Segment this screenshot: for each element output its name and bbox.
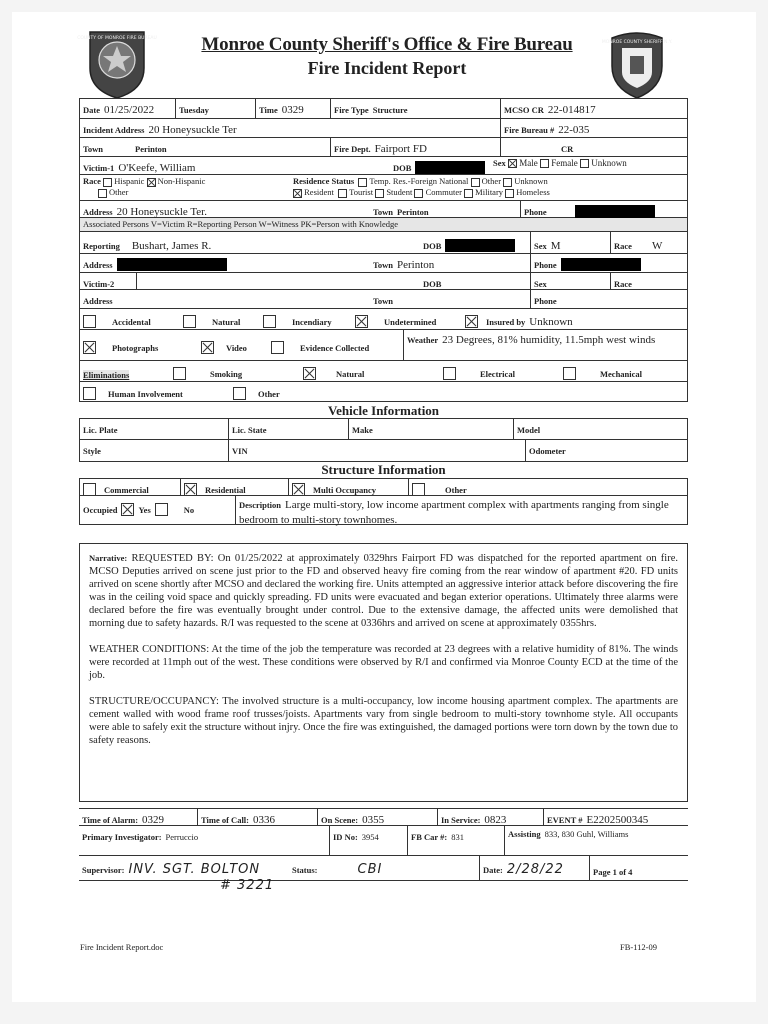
time-of-alarm: 0329: [142, 814, 165, 826]
commercial-checkbox[interactable]: [83, 483, 96, 496]
vehicle-row-2: Style VIN Odometer: [80, 440, 687, 461]
investigator-id: 3954: [361, 832, 379, 842]
narrative-box: [79, 543, 688, 802]
incident-town: Perinton: [135, 144, 167, 154]
structure-row-2: Occupied Yes No Description Large multi-story, low income apartment complex with apartments ranging from single bedroom to multi-story townhomes.: [80, 496, 687, 524]
vehicle-row-1: Lic. Plate Lic. State Make Model: [80, 419, 687, 440]
structure-section-title: Structure Information: [321, 462, 446, 477]
eliminations-row: Eliminations Smoking Natural Electrical Mechanical: [80, 361, 687, 382]
incident-time: 0329: [281, 104, 304, 116]
vehicle-section-title: Vehicle Information: [327, 403, 440, 418]
video-checkbox[interactable]: [201, 341, 214, 354]
left-seal-text: COUNTY OF MONROE FIRE BUREAU: [77, 36, 157, 41]
footer-filename: Fire Incident Report.doc: [80, 942, 164, 952]
elim-human-checkbox[interactable]: [83, 387, 96, 400]
accidental-checkbox[interactable]: [83, 315, 96, 328]
victim1-sex-female-checkbox[interactable]: [540, 159, 549, 168]
res-resident-checkbox[interactable]: [293, 189, 302, 198]
res-unknown-checkbox[interactable]: [503, 178, 512, 187]
reporting-name: Bushart, James R.: [131, 240, 212, 252]
assisting-units: 833, 830 Guhl, Williams: [544, 829, 629, 839]
incident-form: [79, 98, 688, 402]
elim-mechanical-checkbox[interactable]: [563, 367, 576, 380]
narrative-paragraph-2: WEATHER CONDITIONS: At the time of the job the temperature was recorded at 23 degrees with a relative humidity of 81%. The winds were recorded at 11mph out of the west. These conditions were observed by R/I and confirmed via Monroe County ECD at the time of the job.: [89, 644, 678, 681]
res-tourist-checkbox[interactable]: [338, 189, 347, 198]
residential-checkbox[interactable]: [184, 483, 197, 496]
reporting-sex: M: [550, 240, 561, 252]
reporting-race: W: [651, 240, 663, 252]
fire-bureau-seal-icon: [77, 28, 157, 100]
times-row-3: Supervisor: INV. SGT. BOLTON Status: CBI Date: 2/28/22 Page 1 of 4: [79, 856, 688, 880]
elim-smoking-checkbox[interactable]: [173, 367, 186, 380]
victim1-town: Perinton: [397, 207, 429, 217]
victim2-row-name: Victim-2 DOB Sex Race: [80, 273, 687, 290]
structure-other-checkbox[interactable]: [412, 483, 425, 496]
elim-electrical-checkbox[interactable]: [443, 367, 456, 380]
cr-label: CR: [561, 144, 574, 154]
right-seal-text: MONROE COUNTY SHERIFF N.Y.: [601, 40, 673, 45]
fire-type: Structure: [372, 105, 408, 115]
eliminations-label: Eliminations: [83, 370, 130, 380]
reporting-dob-redaction: [445, 239, 515, 252]
status-value: CBI: [357, 862, 383, 877]
fire-dept: Fairport FD: [374, 143, 427, 155]
agency-title: Monroe County Sheriff's Office & Fire Bureau: [201, 34, 573, 55]
res-temp-checkbox[interactable]: [358, 178, 367, 187]
incendiary-checkbox[interactable]: [263, 315, 276, 328]
elim-other-checkbox[interactable]: [233, 387, 246, 400]
insured-checkbox[interactable]: [465, 315, 478, 328]
victim1-sex-unknown-checkbox[interactable]: [580, 159, 589, 168]
multi-occupancy-checkbox[interactable]: [292, 483, 305, 496]
fire-bureau-number: 22-035: [558, 124, 590, 136]
reporting-row-name: Reporting Bushart, James R. DOB Sex M Race W: [80, 232, 687, 254]
race-other-checkbox[interactable]: [98, 189, 107, 198]
sheriff-seal-icon: [601, 28, 673, 100]
times-row-1: Time of Alarm: 0329 Time of Call: 0336 On Scene: 0355 In Service: 0823 EVENT # E2202500345: [79, 809, 688, 826]
res-homeless-checkbox[interactable]: [505, 189, 514, 198]
report-page: [12, 12, 756, 1002]
evidence-collected-checkbox[interactable]: [271, 341, 284, 354]
times-row-2: Primary Investigator: Perruccio ID No: 3954 FB Car #: 831 Assisting 833, 830 Guhl, Williams: [79, 826, 688, 856]
times-form: [79, 808, 688, 881]
res-commuter-checkbox[interactable]: [414, 189, 423, 198]
signature-date: 2/28/22: [506, 862, 564, 877]
reporting-address-redaction: [117, 258, 227, 271]
res-other-checkbox[interactable]: [471, 178, 480, 187]
mcso-cr-number: 22-014817: [547, 104, 596, 116]
victim1-address: 20 Honeysuckle Ter.: [116, 206, 207, 218]
victim1-dob-redaction: [415, 161, 485, 174]
reporting-row-address: Address Town Perinton Phone: [80, 254, 687, 273]
incident-date: 01/25/2022: [104, 104, 155, 116]
supervisor-badge-number: # 3221: [220, 878, 275, 893]
structure-description: Large multi-story, low income apartment complex with apartments ranging from single bedroom to multi-story townhomes.: [239, 499, 669, 526]
race-hispanic-checkbox[interactable]: [103, 178, 112, 187]
natural-cause-checkbox[interactable]: [183, 315, 196, 328]
in-service-time: 0823: [484, 814, 507, 826]
insured-by: Unknown: [529, 316, 573, 328]
victim1-row-name: Victim-1 O'Keefe, William DOB Sex Male Female Unknown: [80, 157, 687, 175]
cause-row: Accidental Natural Incendiary Undetermined Insured by Unknown: [80, 309, 687, 330]
race-nonhispanic-checkbox[interactable]: [147, 178, 156, 187]
incident-row-address: Incident Address 20 Honeysuckle Ter Fire Bureau # 22-035: [80, 119, 687, 138]
event-number: E2202500345: [586, 814, 649, 826]
on-scene-time: 0355: [362, 814, 385, 826]
victim1-phone-redaction: [575, 205, 655, 218]
footer-form-number: FB-112-09: [620, 942, 657, 952]
photographs-checkbox[interactable]: [83, 341, 96, 354]
eliminations-row-2: Human Involvement Other: [80, 382, 687, 401]
reporting-town: Perinton: [397, 259, 435, 271]
victim1-row-address: Address 20 Honeysuckle Ter. Town Perinton Phone: [80, 201, 687, 218]
structure-row-1: Commercial Residential Multi Occupancy Other: [80, 479, 687, 496]
fb-car-number: 831: [451, 832, 464, 842]
evidence-row: Photographs Video Evidence Collected Weather 23 Degrees, 81% humidity, 11.5mph west winds: [80, 330, 687, 361]
page-number: Page 1 of 4: [593, 867, 633, 877]
undetermined-checkbox[interactable]: [355, 315, 368, 328]
structure-form: [79, 478, 688, 525]
vehicle-form: [79, 418, 688, 462]
elim-natural-checkbox[interactable]: [303, 367, 316, 380]
incident-row-date: Date 01/25/2022 Tuesday Time 0329 Fire Type Structure MCSO CR 22-014817: [80, 99, 687, 119]
reporting-phone-redaction: [561, 258, 641, 271]
time-of-call: 0336: [253, 814, 276, 826]
associated-legend-row: [80, 218, 687, 232]
associated-legend: Associated Persons V=Victim R=Reporting Person W=Witness PK=Person with Knowledge: [83, 219, 399, 229]
occupied-no-checkbox[interactable]: [155, 503, 168, 516]
victim1-row-race: Race Hispanic Non-Hispanic Other Residence Status Temp. Res.-Foreign National Other Unknown Resident Tourist Student Commuter Military Homeless: [80, 175, 687, 201]
primary-investigator: Perruccio: [165, 832, 199, 842]
incident-day: Tuesday: [179, 105, 209, 115]
weather-summary: 23 Degrees, 81% humidity, 11.5mph west winds: [442, 334, 656, 346]
victim1-sex-male-checkbox[interactable]: [508, 159, 517, 168]
narrative-paragraph-1: Narrative: REQUESTED BY: On 01/25/2022 at approximately 0329hrs Fairport FD was dispatched for the reported apartment on fire. MCSO Deputies arrived on scene just prior to the FD and observed heavy fire coming from the rear window of apartment #20. FD units arrived on scene shortly after MCSO and declared the working fire. Units attempted an aggressive interior attack before discovering the fire was in the ceiling void space and quickly spreading. FD units were evacuated and began exterior operations. Ultimately three alarms were declared before the fire was eventually brought under control. Due to the extensive damage, the affected units were demolished that morning due to safety hazards. R/I was requested to the scene at 0336hrs and arrived on scene at approximately 0355hrs.: [89, 553, 678, 629]
res-student-checkbox[interactable]: [375, 189, 384, 198]
narrative-paragraph-3: STRUCTURE/OCCUPANCY: The involved structure is a multi-occupancy, low income housing apartment complex. The apartments are cement walled with wood frame roof trusses/joists. Apartments vary from single bedroom to multi-story townhome style. All occupants were able to safely exit the structure without injry. Once the fire was extinguished, the damaged portions were torn down by the town due to safety reasons.: [89, 696, 678, 746]
victim1-name: O'Keefe, William: [118, 162, 196, 174]
report-title: Fire Incident Report: [307, 58, 467, 78]
res-military-checkbox[interactable]: [464, 189, 473, 198]
victim2-row-address: Address Town Phone: [80, 290, 687, 309]
occupied-yes-checkbox[interactable]: [121, 503, 134, 516]
incident-row-town: Town Perinton Fire Dept. Fairport FD CR: [80, 138, 687, 157]
supervisor-signature: INV. SGT. BOLTON: [128, 862, 261, 877]
incident-address: 20 Honeysuckle Ter: [148, 124, 237, 136]
